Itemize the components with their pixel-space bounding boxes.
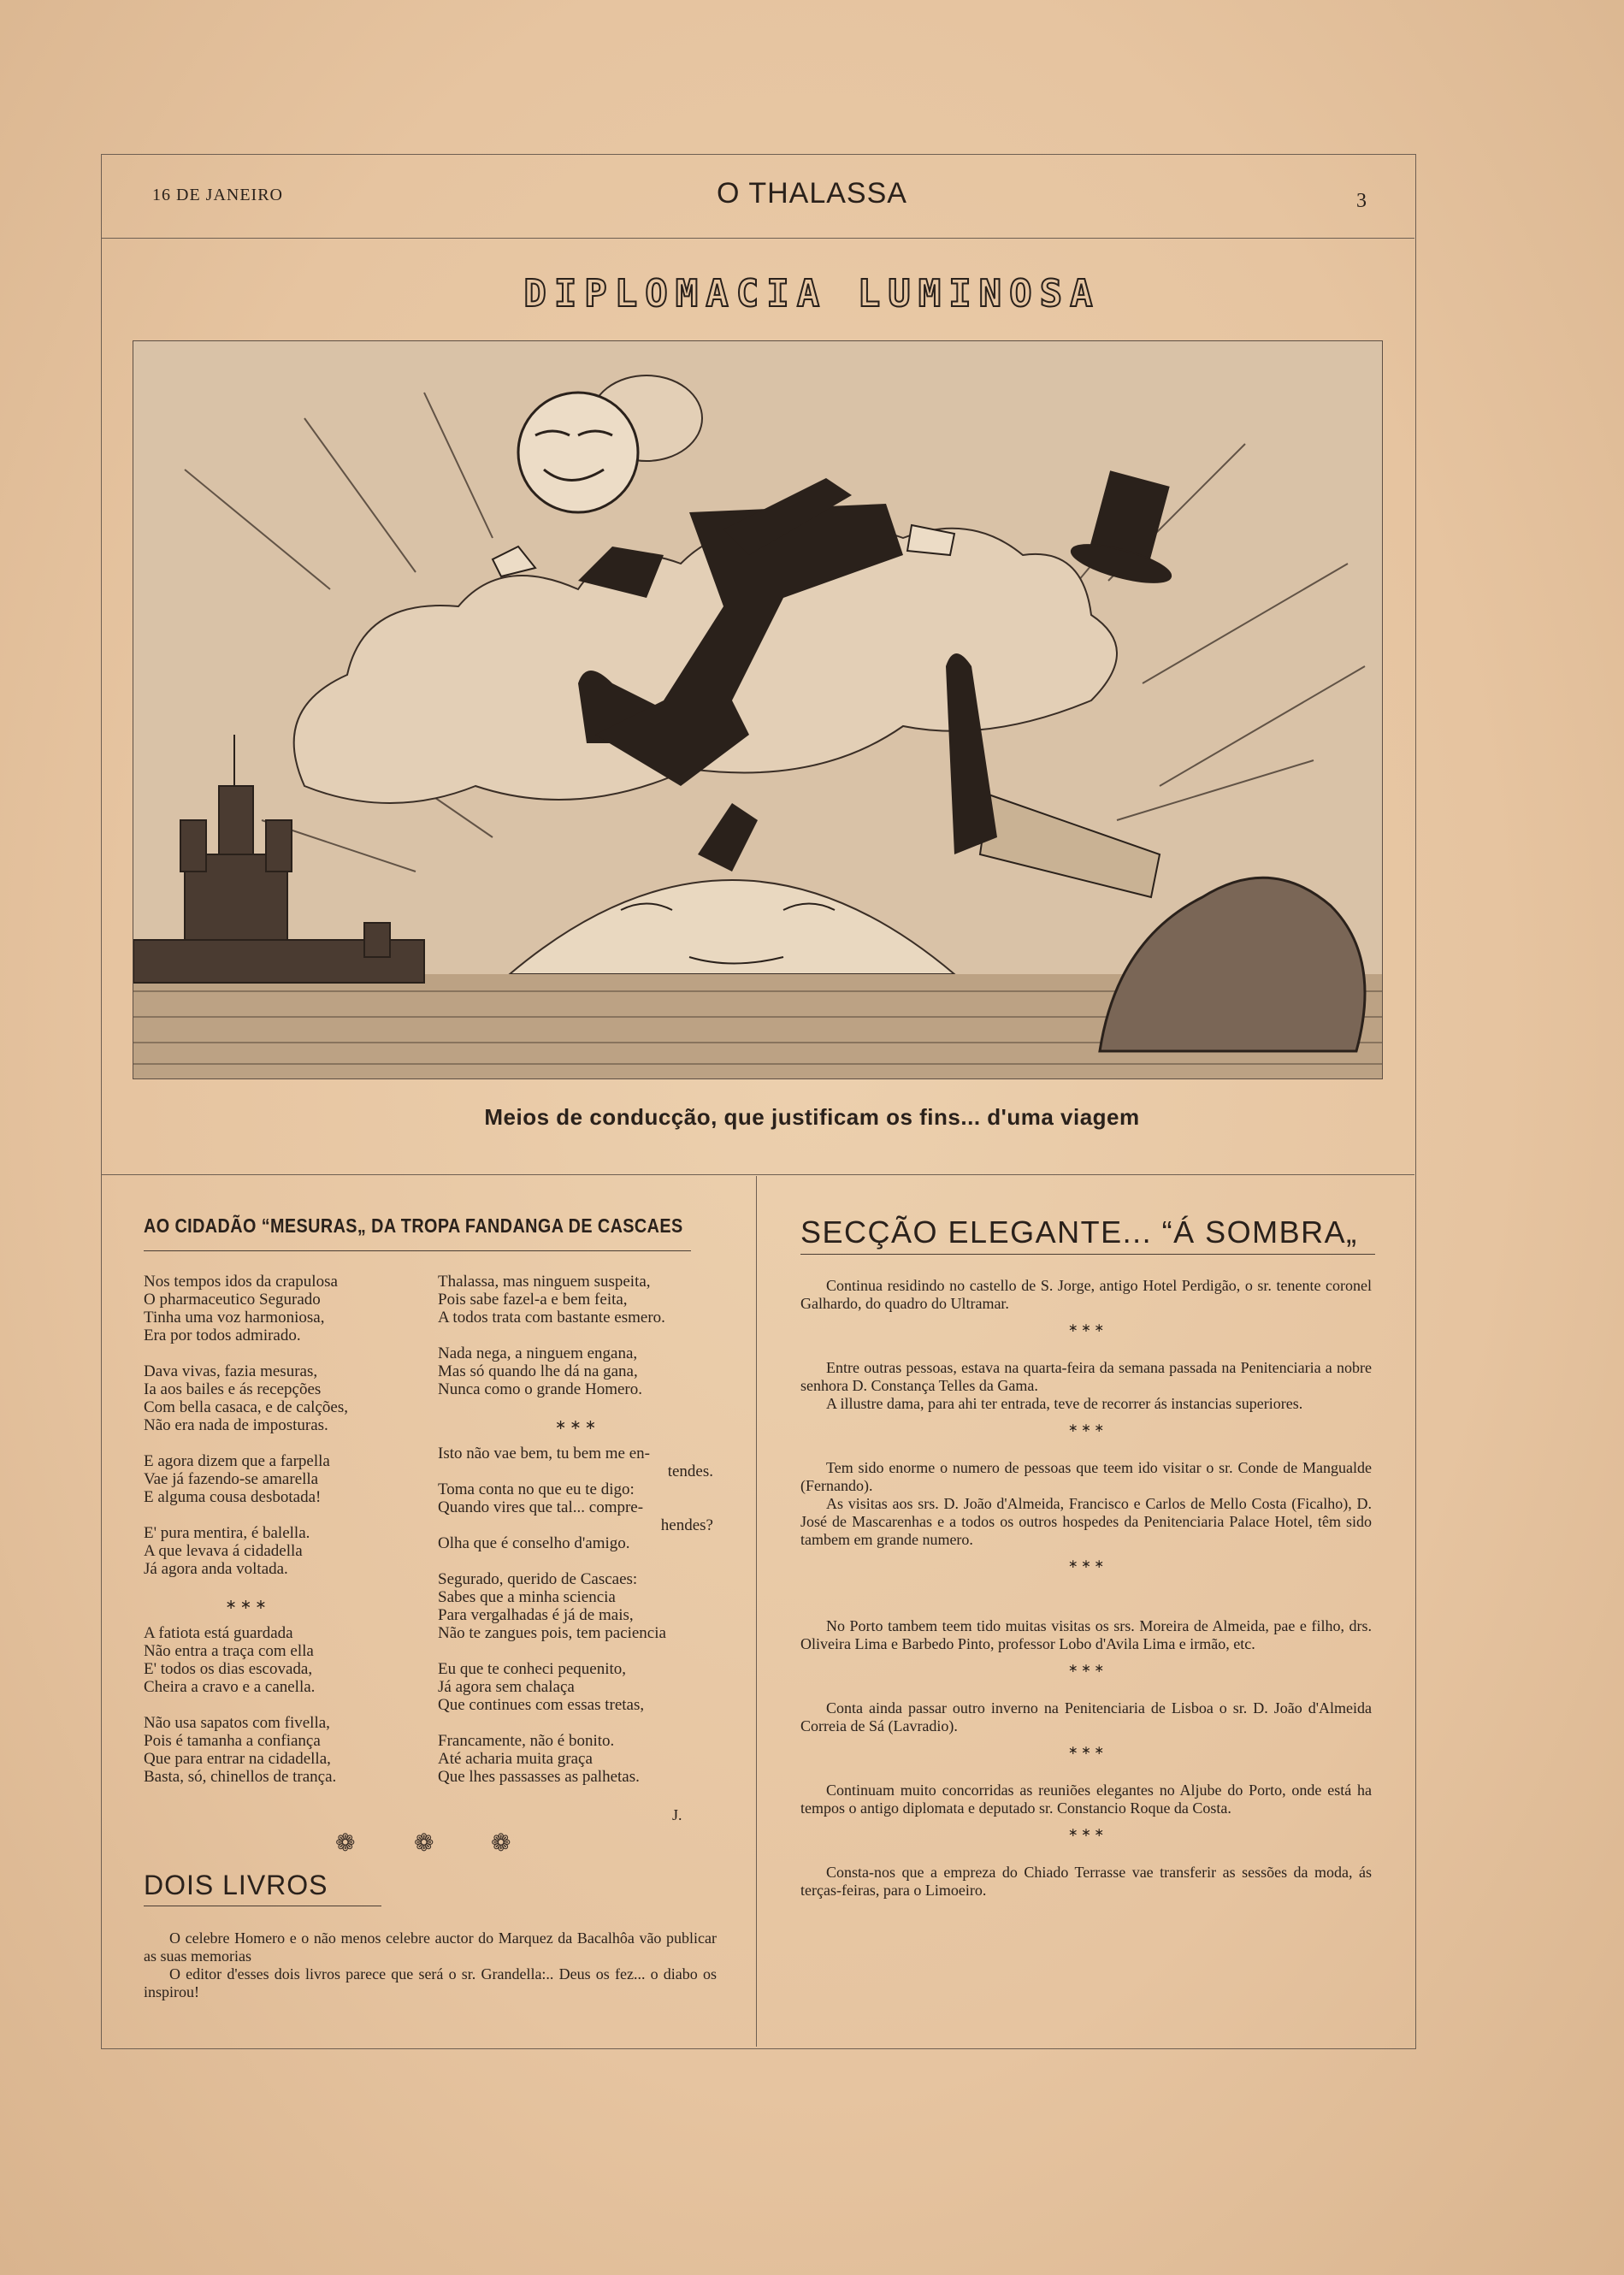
poem-stanza	[438, 1445, 713, 1552]
livros-title: DOIS LIVROS	[144, 1870, 328, 1900]
poem-line: Vae já fazendo-se amarella	[144, 1470, 319, 1488]
poem-line: Quando vires que tal... compre-	[438, 1498, 644, 1516]
flower-ornament-icon: ❁	[491, 1829, 511, 1857]
poem-line: Com bella casaca, e de calções,	[144, 1398, 348, 1416]
news-paragraph: Consta-nos que a empreza do Chiado Terrasse vae transferir as sessões da moda, ás terças-feiras, para o Limoeiro.	[800, 1864, 1372, 1899]
news-item	[800, 1277, 1372, 1313]
poem-stanza	[438, 1732, 713, 1786]
poem-title: AO CIDADÃO “MESURAS„ DA TROPA FANDANGA DE CASCAES	[144, 1214, 683, 1237]
poem-line: Segurado, querido de Cascaes:	[438, 1570, 638, 1588]
poem-line: Não entra a traça com ella	[144, 1642, 314, 1660]
news-divider: ∗ ∗ ∗	[1067, 1663, 1105, 1675]
news-item	[800, 1617, 1372, 1653]
poem-line: Tinha uma voz harmoniosa,	[144, 1309, 325, 1327]
news-paragraph: No Porto tambem teem tido muitas visitas os srs. Moreira de Almeida, pae e filho, drs. Oliveira Lima e Barbedo Pinto, professor Lobo d'Avila Lima e irmão, etc.	[800, 1617, 1372, 1652]
poem-line: E alguma cousa desbotada!	[144, 1488, 322, 1506]
page-number: 3	[1356, 190, 1367, 212]
poem-line: Toma conta no que eu te digo:	[438, 1480, 635, 1498]
poem-line: Já agora sem chalaça	[438, 1678, 575, 1696]
poem-title-rule	[144, 1250, 691, 1251]
column-divider	[756, 1176, 757, 2047]
poem-stanza	[144, 1362, 348, 1434]
poem-line: Não te zangues pois, tem paciencia	[438, 1624, 666, 1642]
news-divider: ∗ ∗ ∗	[1067, 1558, 1105, 1571]
poem-stanza	[144, 1624, 348, 1696]
elegante-title-rule	[800, 1254, 1375, 1255]
poem-line: Thalassa, mas ninguem suspeita,	[438, 1273, 651, 1291]
news-paragraph: Continuam muito concorridas as reuniões elegantes no Aljube do Porto, onde está ha tempos o antigo diplomata e deputado sr. Constancio Roque da Costa.	[800, 1782, 1372, 1817]
poem-line: Nada nega, a ninguem engana,	[438, 1344, 638, 1362]
poem-line: Sabes que a minha sciencia	[438, 1588, 616, 1606]
news-item	[800, 1782, 1372, 1817]
news-item	[800, 1864, 1372, 1900]
livros-paragraph: O celebre Homero e o não menos celebre auctor do Marquez da Bacalhôa vão publicar as suas memorias	[144, 1929, 717, 1965]
livros-text	[144, 1929, 717, 2001]
poem-left-column	[144, 1273, 348, 1804]
poem-line: Era por todos admirado.	[144, 1327, 301, 1344]
section-divider	[101, 1174, 1414, 1175]
elegante-title: SECÇÃO ELEGANTE... “Á SOMBRA„	[800, 1214, 1358, 1250]
poem-line: Pois sabe fazel-a e bem feita,	[438, 1291, 628, 1309]
news-divider: ∗ ∗ ∗	[1067, 1322, 1105, 1335]
header-date: 16 DE JANEIRO	[152, 186, 283, 204]
poem-line: Não usa sapatos com fivella,	[144, 1714, 330, 1732]
poem-line: Cheira a cravo e a canella.	[144, 1678, 316, 1696]
poem-signature: J.	[672, 1806, 682, 1823]
news-item	[800, 1459, 1372, 1549]
poem-line: Não era nada de imposturas.	[144, 1416, 328, 1434]
poem-line: Pois é tamanha a confiança	[144, 1732, 321, 1750]
poem-line: E' todos os dias escovada,	[144, 1660, 313, 1678]
livros-paragraph: O editor d'esses dois livros parece que será o sr. Grandella:.. Deus os fez... o diabo os inspirou!	[144, 1965, 717, 2000]
news-paragraph: As visitas aos srs. D. João d'Almeida, Francisco e Carlos de Mello Costa (Ficalho), D. José de Mascarenhas e a todos os outros hospedes da Penitenciaria Palace Hotel, têm sido tambem em grande numero.	[800, 1495, 1372, 1548]
elegante-news	[800, 1277, 1372, 1908]
cartoon-caption: Meios de conducção, que justificam os fins... d'uma viagem	[484, 1104, 1140, 1130]
news-paragraph: Conta ainda passar outro inverno na Penitenciaria de Lisboa o sr. D. João d'Almeida Correia de Sá (Lavradio).	[800, 1699, 1372, 1734]
news-item	[800, 1359, 1372, 1413]
news-divider: ∗ ∗ ∗	[1067, 1745, 1105, 1758]
poem-line: tendes.	[667, 1462, 713, 1480]
flower-ornament-icon: ❁	[335, 1829, 356, 1857]
stanza-separator: ∗ ∗ ∗	[225, 1598, 267, 1612]
poem-stanza	[144, 1524, 348, 1578]
header-rule	[101, 238, 1414, 239]
poem-line: Nunca como o grande Homero.	[438, 1380, 643, 1398]
poem-line: Mas só quando lhe dá na gana,	[438, 1362, 638, 1380]
news-item	[800, 1699, 1372, 1735]
poem-line: E' pura mentira, é balella.	[144, 1524, 310, 1542]
cartoon-title: DIPLOMACIA LUMINOSA	[523, 272, 1101, 316]
poem-line: Já agora anda voltada.	[144, 1560, 288, 1578]
poem-line: Olha que é conselho d'amigo.	[438, 1534, 630, 1552]
poem-line: Ia aos bailes e ás recepções	[144, 1380, 322, 1398]
poem-line: Isto não vae bem, tu bem me en-	[438, 1445, 650, 1462]
poem-line: Para vergalhadas é já de mais,	[438, 1606, 634, 1624]
poem-line: A fatiota está guardada	[144, 1624, 293, 1642]
poem-stanza	[144, 1452, 348, 1506]
poem-line: A que levava á cidadella	[144, 1542, 303, 1560]
newspaper-title: O THALASSA	[717, 177, 907, 210]
poem-line: Que continues com essas tretas,	[438, 1696, 645, 1714]
poem-stanza	[144, 1714, 348, 1786]
poem-line: O pharmaceutico Segurado	[144, 1291, 321, 1309]
poem-stanza	[438, 1570, 713, 1642]
news-divider: ∗ ∗ ∗	[1067, 1827, 1105, 1840]
cartoon-illustration	[133, 340, 1383, 1079]
news-paragraph: A illustre dama, para ahi ter entrada, teve de recorrer ás instancias superiores.	[826, 1395, 1303, 1412]
news-paragraph: Continua residindo no castello de S. Jorge, antigo Hotel Perdigão, o sr. tenente coronel Galhardo, do quadro do Ultramar.	[800, 1277, 1372, 1312]
poem-line: Nos tempos idos da crapulosa	[144, 1273, 338, 1291]
poem-line: Até acharia muita graça	[438, 1750, 593, 1768]
poem-line: Que lhes passasses as palhetas.	[438, 1768, 640, 1786]
news-divider: ∗ ∗ ∗	[1067, 1422, 1105, 1435]
poem-line: A todos trata com bastante esmero.	[438, 1309, 665, 1327]
poem-line: Dava vivas, fazia mesuras,	[144, 1362, 318, 1380]
poem-stanza	[438, 1344, 713, 1398]
poem-stanza	[144, 1273, 348, 1344]
poem-line: Basta, só, chinellos de trança.	[144, 1768, 337, 1786]
poem-line: hendes?	[660, 1516, 713, 1534]
poem-line: Francamente, não é bonito.	[438, 1732, 615, 1750]
news-paragraph: Entre outras pessoas, estava na quarta-feira da semana passada na Penitenciaria a nobre senhora D. Constança Telles da Gama.	[800, 1359, 1372, 1394]
flower-ornament-icon: ❁	[414, 1829, 434, 1857]
poem-stanza	[438, 1660, 713, 1714]
poem-right-column	[438, 1273, 713, 1804]
stanza-separator: ∗ ∗ ∗	[554, 1418, 597, 1433]
news-paragraph: Tem sido enorme o numero de pessoas que teem ido visitar o sr. Conde de Mangualde (Fernando).	[800, 1459, 1372, 1494]
poem-line: Que para entrar na cidadella,	[144, 1750, 331, 1768]
poem-line: Eu que te conheci pequenito,	[438, 1660, 627, 1678]
poem-line: E agora dizem que a farpella	[144, 1452, 330, 1470]
poem-stanza	[438, 1273, 713, 1327]
